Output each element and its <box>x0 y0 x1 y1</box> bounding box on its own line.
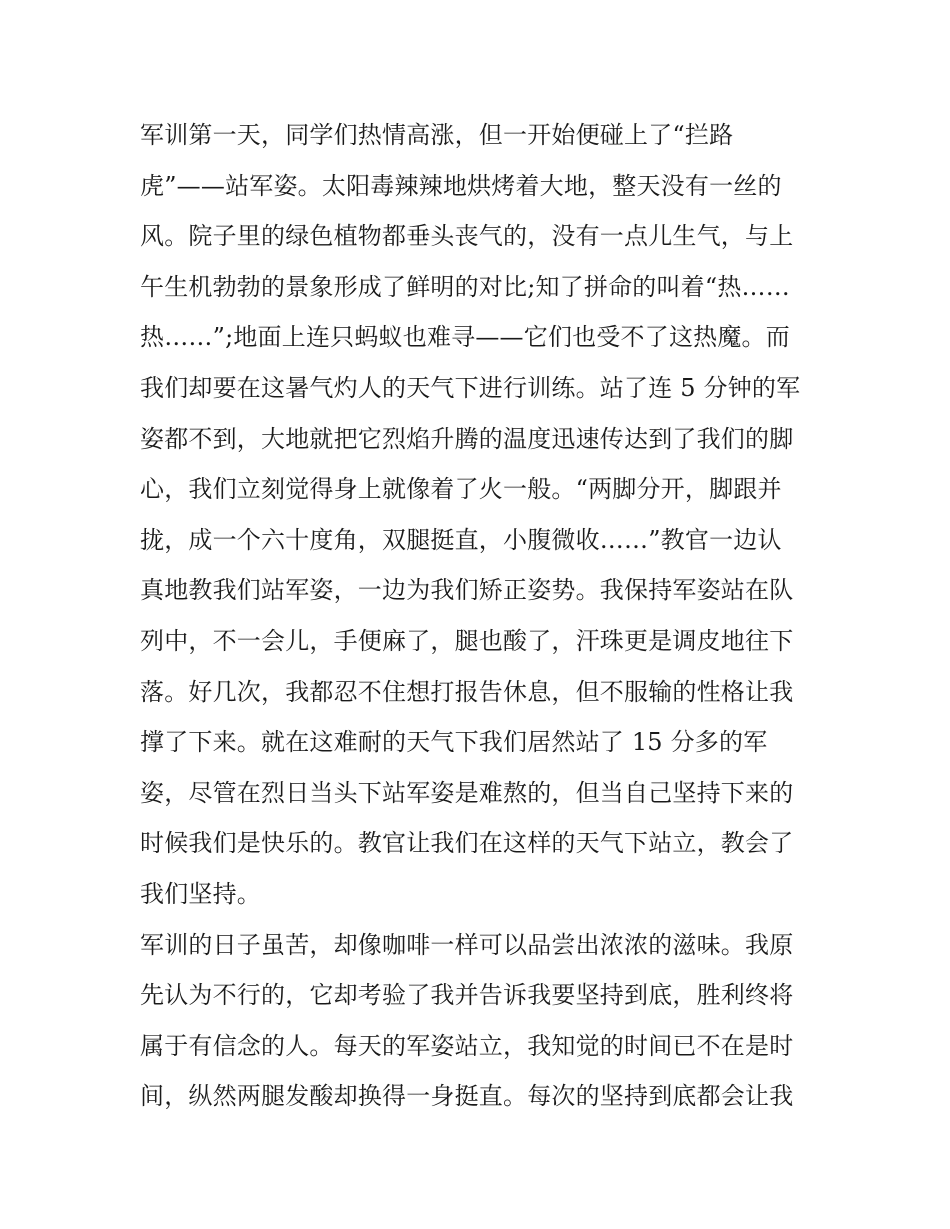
text-line: 撑了下来。就在这难耐的天气下我们居然站了 15 分多的军 <box>140 728 768 757</box>
text-line: 拢，成一个六十度角，双腿挺直，小腹微收……”教官一边认 <box>140 525 782 554</box>
text-line: 风。院子里的绿色植物都垂头丧气的，没有一点儿生气，与上 <box>140 222 794 251</box>
text-line: 姿，尽管在烈日当头下站军姿是难熬的，但当自己坚持下来的 <box>140 778 794 807</box>
paragraph-2 <box>140 920 820 1122</box>
text-line: 军训第一天，同学们热情高涨，但一开始便碰上了“拦路 <box>140 121 734 149</box>
text-line: 间，纵然两腿发酸却换得一身挺直。每次的坚持到底都会让我 <box>140 1082 794 1111</box>
text-line: 落。好几次，我都忍不住想打报告休息，但不服输的性格让我 <box>140 677 794 706</box>
text-line: 真地教我们站军姿，一边为我们矫正姿势。我保持军姿站在队 <box>140 576 794 605</box>
text-line: 姿都不到，大地就把它烈焰升腾的温度迅速传达到了我们的脚 <box>140 424 794 453</box>
paragraph-1 <box>140 110 820 920</box>
text-line: 列中，不一会儿，手便麻了，腿也酸了，汗珠更是调皮地往下 <box>140 626 794 655</box>
text-line: 我们坚持。 <box>140 879 261 908</box>
text-line: 先认为不行的，它却考验了我并告诉我要坚持到底，胜利终将 <box>140 981 794 1010</box>
text-line: 虎”——站军姿。太阳毒辣辣地烘烤着大地，整天没有一丝的 <box>140 171 782 200</box>
text-line: 属于有信念的人。每天的军姿站立，我知觉的时间已不在是时 <box>140 1031 794 1060</box>
text-line: 军训的日子虽苦，却像咖啡一样可以品尝出浓浓的滋味。我原 <box>140 930 794 959</box>
text-line: 热……”;地面上连只蚂蚁也难寻——它们也受不了这热魔。而 <box>140 323 790 352</box>
text-line: 时候我们是快乐的。教官让我们在这样的天气下站立，教会了 <box>140 829 794 858</box>
text-line: 午生机勃勃的景象形成了鲜明的对比;知了拼命的叫着“热…… <box>140 272 790 301</box>
text-line: 我们却要在这暑气灼人的天气下进行训练。站了连 5 分钟的军 <box>140 373 801 402</box>
body-text <box>140 110 820 1122</box>
text-line: 心，我们立刻觉得身上就像着了火一般。“两脚分开，脚跟并 <box>140 475 782 504</box>
